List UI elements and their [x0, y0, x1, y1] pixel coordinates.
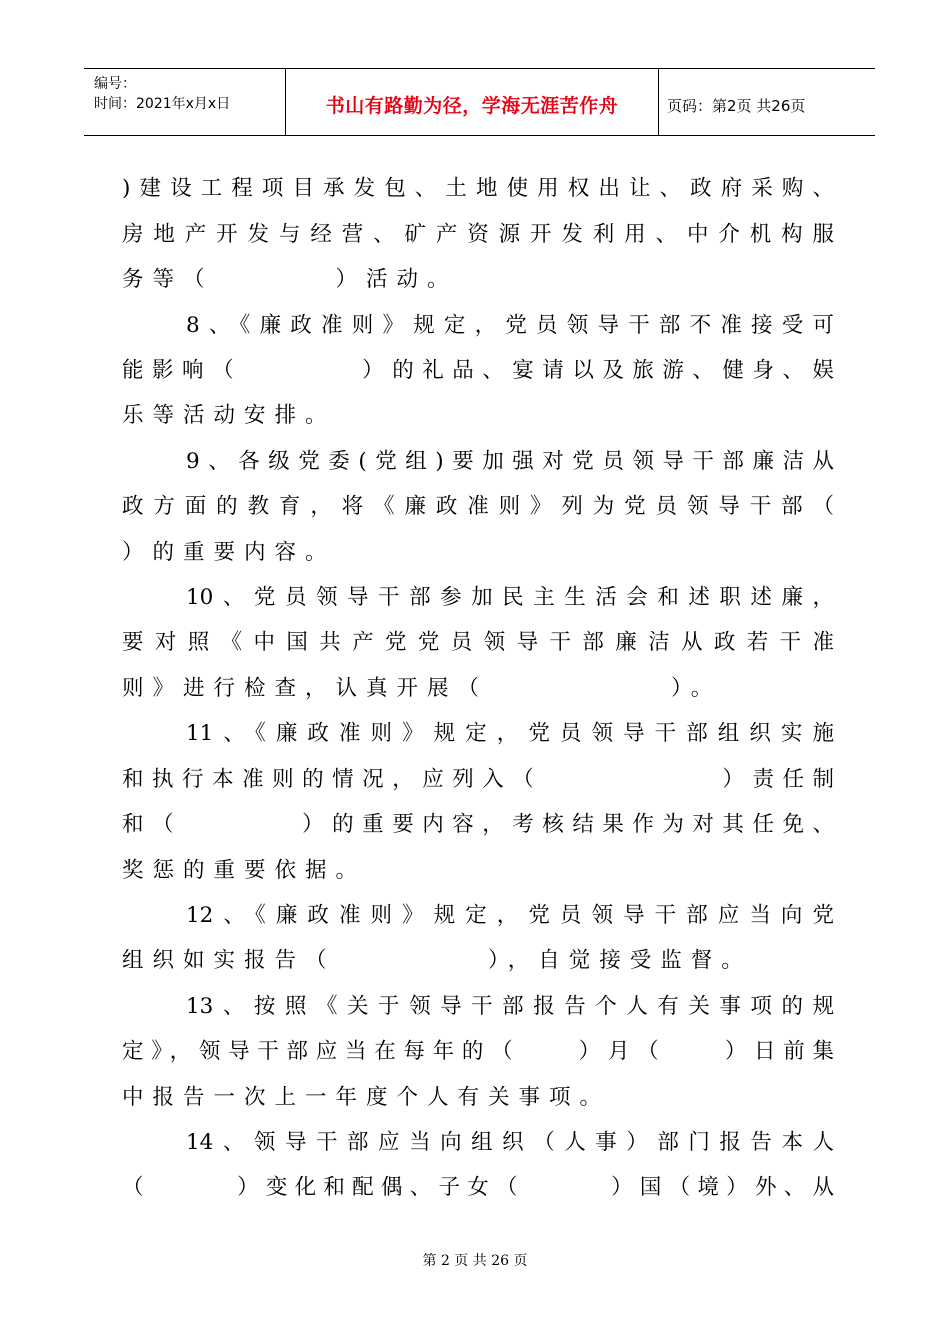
body-line: 则》进行检查，认真开展（ ）。: [122, 676, 722, 701]
body-line: 务等（ ）活动。: [122, 267, 458, 292]
body-line: 8、《廉政准则》规定，党员领导干部不准接受可: [186, 313, 834, 338]
body-line: ）的重要内容。: [122, 540, 336, 565]
body-line: 11、《廉政准则》规定，党员领导干部组织实施: [186, 721, 834, 746]
header-motto-cell: [285, 69, 659, 135]
body-line: 和（ ）的重要内容，考核结果作为对其任免、: [122, 812, 834, 837]
body-line: 中报告一次上一年度个人有关事项。: [122, 1085, 611, 1110]
body-line: 14、领导干部应当向组织（人事）部门报告本人: [186, 1130, 834, 1155]
body-line: 12、《廉政准则》规定，党员领导干部应当向党: [186, 903, 834, 928]
body-line: 能影响（ ）的礼品、宴请以及旅游、健身、娱: [122, 358, 834, 383]
body-line: 13、按照《关于领导干部报告个人有关事项的规: [186, 994, 834, 1019]
body-line: 房地产开发与经营、矿产资源开发利用、中介机构服: [122, 222, 834, 247]
motto-text: 书山有路勤为径，学海无涯苦作舟: [325, 95, 619, 117]
body-line: 10、党员领导干部参加民主生活会和述职述廉，: [186, 585, 834, 610]
body-line: （ ）变化和配偶、子女（ ）国（境）外、从: [122, 1175, 834, 1200]
document-number-label: 编号：: [94, 76, 136, 92]
body-line: 奖惩的重要依据。: [122, 858, 367, 883]
body-line: 政方面的教育，将《廉政准则》列为党员领导干部（: [122, 494, 834, 519]
page-footer: 第 2 页 共 26 页: [422, 1253, 528, 1269]
page-info-label: 页码：第2页 共26页: [667, 97, 806, 115]
body-line: 9、各级党委(党组)要加强对党员领导干部廉洁从: [186, 449, 834, 474]
header-table: [84, 68, 875, 136]
body-line: 定》，领导干部应当在每年的（ ）月（ ）日前集: [122, 1039, 834, 1064]
header-meta-cell: [84, 69, 284, 135]
header-page-cell: [659, 69, 875, 135]
body-line: 乐等活动安排。: [122, 403, 336, 428]
body-line: 要对照《中国共产党党员领导干部廉洁从政若干准: [122, 630, 834, 655]
body-line: )建设工程项目承发包、土地使用权出让、政府采购、: [122, 176, 834, 201]
body-line: 组织如实报告（ ），自觉接受监督。: [122, 948, 752, 973]
body-line: 和执行本准则的情况，应列入（ ）责任制: [122, 767, 834, 792]
document-time-label: 时间：2021年x月x日: [94, 96, 231, 112]
